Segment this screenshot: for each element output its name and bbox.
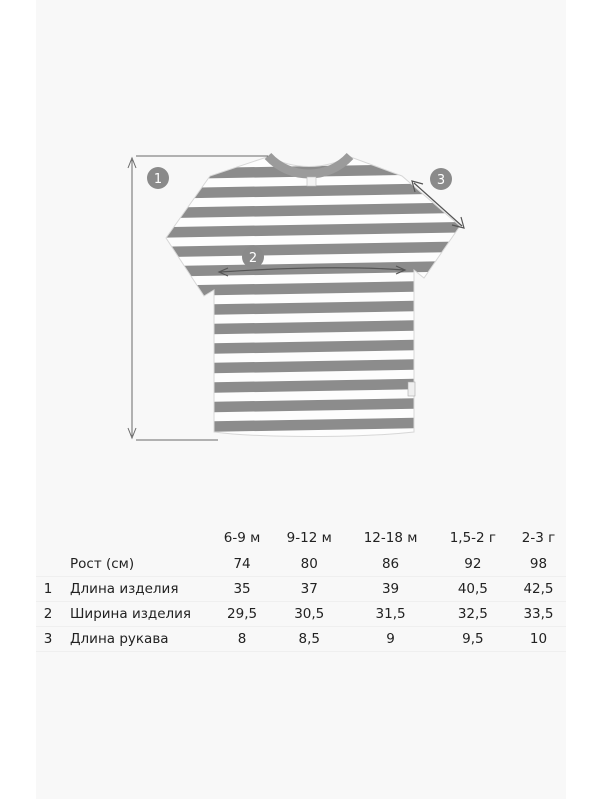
table-cell: 8,5 [272, 627, 346, 652]
row-number: 1 [36, 577, 60, 602]
table-cell: 35 [212, 577, 272, 602]
marker-3 [430, 168, 452, 190]
table-cell: 37 [272, 577, 346, 602]
table-row [36, 627, 566, 652]
svg-text:2: 2 [248, 251, 258, 266]
size-column-header: 1,5-2 г [449, 530, 497, 546]
table-cell: 31,5 [346, 602, 434, 627]
svg-text:3: 3 [436, 173, 446, 188]
size-header-row [36, 524, 566, 552]
table-cell: 10 [511, 627, 566, 652]
table-cell: 40,5 [435, 577, 511, 602]
svg-text:1: 1 [153, 172, 163, 187]
table-cell: 9 [346, 627, 434, 652]
table-row [36, 577, 566, 602]
row-number [36, 552, 60, 577]
row-number: 3 [36, 627, 60, 652]
size-chart-table [36, 524, 566, 652]
table-cell: 86 [346, 552, 434, 577]
table-cell: 42,5 [511, 577, 566, 602]
table-cell: 98 [511, 552, 566, 577]
table-cell: 30,5 [272, 602, 346, 627]
table-cell: 29,5 [212, 602, 272, 627]
table-cell: 80 [272, 552, 346, 577]
table-cell: 92 [435, 552, 511, 577]
table-row [36, 602, 566, 627]
row-number: 2 [36, 602, 60, 627]
row-label: Рост (см) [60, 552, 212, 577]
table-cell: 9,5 [435, 627, 511, 652]
table-cell: 8 [212, 627, 272, 652]
table-row [36, 552, 566, 577]
marker-2 [242, 246, 264, 268]
table-cell: 74 [212, 552, 272, 577]
size-column-header: 9-12 м [286, 530, 332, 546]
row-label: Длина рукава [60, 627, 212, 652]
table-cell: 39 [346, 577, 434, 602]
size-column-header: 6-9 м [223, 530, 261, 546]
size-column-header: 2-3 г [521, 530, 556, 546]
table-cell: 32,5 [435, 602, 511, 627]
table-cell: 33,5 [511, 602, 566, 627]
row-label: Длина изделия [60, 577, 212, 602]
row-label: Ширина изделия [60, 602, 212, 627]
size-column-header: 12-18 м [363, 530, 418, 546]
marker-1 [147, 167, 169, 189]
tshirt-image [150, 156, 480, 452]
